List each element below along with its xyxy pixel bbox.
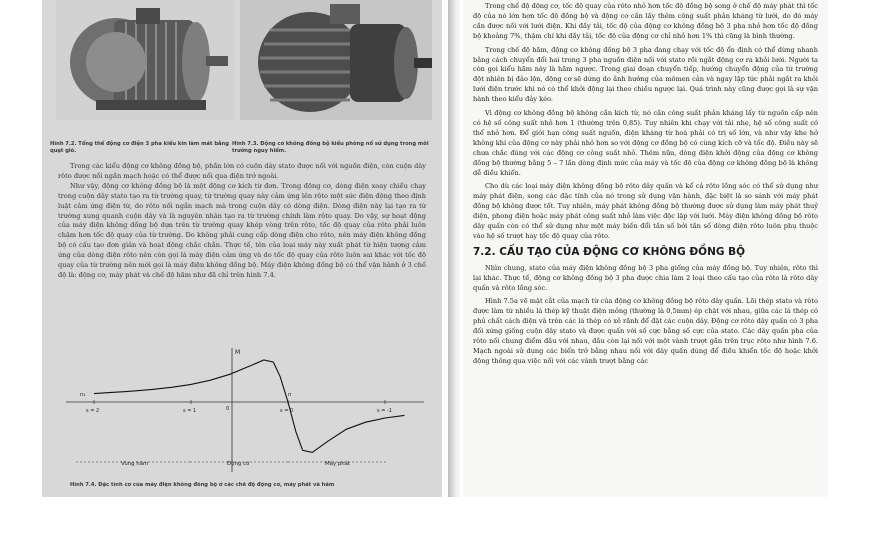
zone-label: Động cơ [227, 461, 250, 467]
section-heading: 7.2. CẤU TẠO CỦA ĐỘNG CƠ KHÔNG ĐỒNG BỘ [473, 245, 746, 258]
motor-illustration-2 [240, 0, 432, 120]
right-body-text [473, 2, 818, 371]
left-paragraph-2: Như vậy, động cơ không đồng bộ là một động cơ kích từ đơn. Trong động cơ, dòng điện xoay chiều chạy trong cuộn dây stato tạo ra từ trường quay, từ trường quay này cảm ứng lên rôto một sức điện động theo định luật cảm ứng điện từ, do rôto nối ngắn mạch mà trong cuộn dây có dòng điện. Dòng điện này lại tạo ra từ trường xung quanh cuộn dây và là nguyên nhân tạo ra từ trường chính làm rôto quay. Do vậy, sự hoạt động của máy điện không đồng bộ dựa trên từ trường quay khép vòng trên rôto, tốc độ quay của rôto phải luôn chậm hơn tốc độ quay của từ trường. Do không phải cung cấp dòng điện cho rôto, nên máy điện không đồng bộ có cấu tạo đơn giản và hoạt động chắc chắn. Thực tế, tên của loại máy này xuất phát từ hiện tượng cảm ứng của dòng điện rôto nên còn gọi là máy điện cảm ứng và do tốc độ quay của rôto luôn sai khác với tốc độ quay của từ trường nên mới gọi là máy điện không đồng bộ. Máy điện không đồng bộ có thể vận hành ở 3 chế độ là: động cơ, máy phát và chế độ hãm như đã chỉ trên hình 7.4. [58, 181, 426, 279]
chart-background [56, 340, 428, 480]
right-paragraph-4: Cho dù các loại máy điện không đồng bộ rôto dây quấn và kể cả rôto lồng sóc có thể sử dụng như máy phát điện, song các đặc tính của nó trong sử dụng vận hành, đặc biệt là so sánh với máy phát đồng bộ không được tốt. Tuy nhiên, máy phát không đồng bộ thường được sử dụng làm máy phát thuỷ điện, phong điện hoặc máy phát công suất nhỏ làm việc độc lập với lưới. Máy điện không đồng bộ rôto dây quấn còn có thể sử dụng như một máy biến đổi tần số bởi tần số dòng điện rôto luôn phụ thuộc vào hệ số trượt hay tốc độ quay của rôto. [473, 182, 818, 240]
figure-7-2-caption: Hình 7.2. Tổng thể động cơ điện 3 pha kiểu kín làm mát bằng quạt gió. [50, 141, 229, 154]
right-paragraph-3: Vì động cơ không đồng bộ không cần kích từ, nó cần công suất phản kháng lấy từ nguồn cấp nên có hệ số công suất nhỏ hơn 1 (thường trên 0,85). Tuy nhiên khi chạy với tải nhẹ, hệ số công suất có thể nhỏ hơn. Để giới hạn công suất nguồn, điện kháng từ hoá phải có trị số lớn, và như vậy khe hở không khí của động cơ này phải nhỏ hơn so với động cơ đồng bộ có cùng kích cỡ và tốc độ. Điều này sẽ chưa chắc đúng với các động cơ công suất nhỏ. Thêm nữa, dòng điện khởi động của động cơ không đồng bộ thường bằng 5 – 7 lần dòng định mức của máy và tốc độ của động cơ không đồng bộ là không dễ điều khiển. [473, 109, 818, 177]
right-page [463, 0, 828, 497]
book-spine [448, 0, 460, 497]
x-tick-label: s = -1 [377, 408, 392, 414]
left-page [42, 0, 442, 497]
axis-marker-label: 0 [226, 406, 230, 412]
y-axis-label: M [235, 349, 241, 356]
section-paragraph-2: Hình 7.5a vẽ mặt cắt của mạch từ của động cơ không đồng bộ rôto dây quấn. Lõi thép stato và rôto được làm từ nhiều lá thép kỹ thuật điện mỏng (thường là 0,5mm) ép chặt với nhau, giữa các lá thép có phủ chất cách điện và trên các lá thép có xẻ rãnh để đặt các cuộn dây. Động cơ rôto dây quấn có 3 pha đối xứng giống cuộn dây stato và được quấn với số cực bằng số cực của stato. Các dây quấn pha của rôto nối chung điểm đầu với nhau, đầu còn lại nối với một vành trượt gắn trên trục rôto như hình 7.6. Mạch ngoài sử dụng các biến trở bằng nhau nối với dây quấn dùng để điều khiển tốc độ hoặc khởi động thông qua việc nối với các vành trượt bằng các [473, 297, 818, 365]
torque-slip-chart [56, 340, 428, 480]
figure-7-3-caption: Hình 7.3. Động cơ không đồng bộ kiểu phòng nổ sử dụng trong môi trường nguy hiểm. [232, 141, 429, 154]
x-tick-label: s = 1 [183, 408, 197, 414]
left-paragraph-1: Trong các kiểu động cơ không đồng bộ, phần lớn có cuộn dây stato được nối với nguồn điện, còn cuộn dây rôto được nối ngắn mạch hoặc có thể được nối qua điện trở ngoài. [58, 162, 426, 180]
zone-label: Vùng hãm [121, 461, 149, 467]
right-paragraph-1: Trong chế độ động cơ, tốc độ quay của rôto nhỏ hơn tốc độ đồng bộ song ở chế độ máy phát thì tốc độ của nó lớn hơn tốc độ đồng bộ và động cơ cần lấy thêm công suất phản kháng từ lưới, do đó máy cần được nối với lưới điện. Khi đầy tải, tốc độ của động cơ không đồng bộ 3 pha nhỏ hơn tốc độ đồng bộ khoảng 7%, thậm chí khi đầy tải, tốc độ của động cơ chỉ nhỏ hơn 1% thì cũng là bình thường. [473, 2, 818, 40]
motor-photo-enclosed [56, 0, 234, 120]
figure-7-4-caption: Hình 7.4. Đặc tính cơ của máy điện không đồng bộ ở các chế độ động cơ, máy phát và hãm [70, 482, 335, 488]
section-paragraph-1: Nhìn chung, stato của máy điện không đồng bộ 3 pha giống của máy đồng bộ. Tuy nhiên, rôto thì lại khác. Thực tế, động cơ không đồng bộ 3 pha được chia làm 2 loại theo cấu tạo của rôto là rôto dây quấn và rôto lồng sóc. [473, 263, 818, 292]
axis-marker-label: n [288, 392, 292, 398]
x-tick-label: s = 2 [86, 408, 100, 414]
right-paragraph-2: Trong chế độ hãm, động cơ không đồng bộ 3 pha đang chạy với tốc độ ổn định có thể dừng nhanh bằng cách chuyển đổi hai trong 3 pha nguồn điện nối với stato rồi ngắt động cơ ra khỏi lưới. Người ta còn gọi kiểu hãm này là hãm ngược. Trong giai đoạn chuyển tiếp, hướng chuyển động của từ trường đột nhiên bị đảo lộn, động cơ sẽ dừng do ảnh hưởng của mômen cản và ngay lập tức phải ngắt ra khỏi lưới điện trước khi nó có thể khởi động lại theo chiều ngược lại. Quá trình này cũng được gọi là sự vận hành theo kiểu đảy kéo. [473, 45, 818, 104]
motor-illustration-1 [56, 0, 234, 120]
x-tick-label: s = 0 [280, 408, 294, 414]
zone-label: Máy phát [325, 461, 351, 467]
torque-slip-svg [56, 340, 428, 480]
motor-photo-explosion-proof [240, 0, 432, 120]
left-body-text [58, 162, 426, 281]
axis-marker-label: n₁ [80, 392, 86, 398]
